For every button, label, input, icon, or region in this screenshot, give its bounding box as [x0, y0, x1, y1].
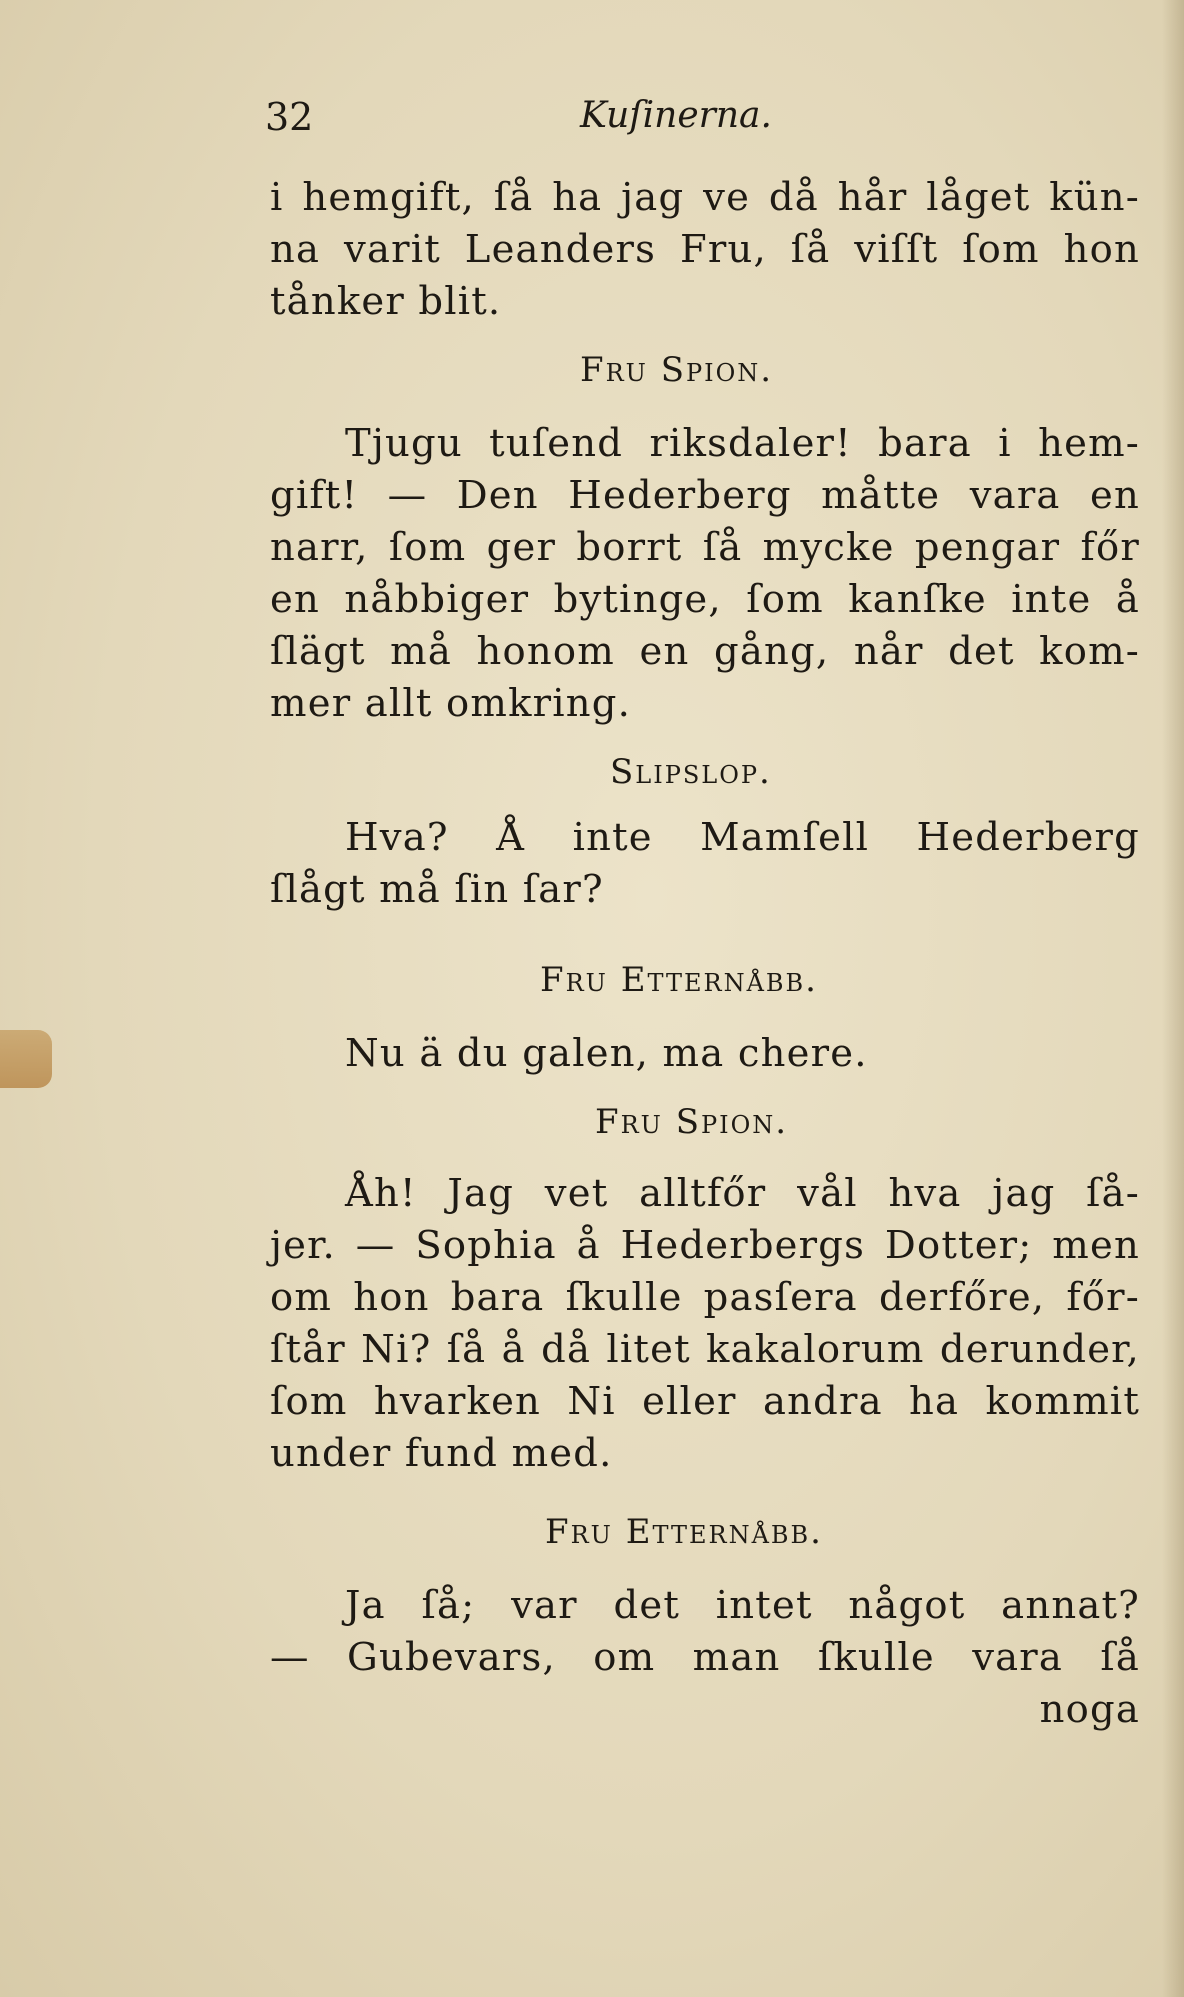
catchword: noga [1039, 1687, 1140, 1732]
speaker-name: Slipslop. [610, 752, 772, 792]
text-line: under fund med. [270, 1431, 613, 1476]
dialogue-block-6 [270, 1580, 1140, 1736]
dialogue-block-3 [270, 812, 1140, 916]
text-line: Åh! Jag vet alltfőr vål hva jag ſå- [345, 1171, 1140, 1216]
text-line: Tjugu tuſend riksdaler! bara i hem- [345, 421, 1140, 466]
dialogue-block-2 [270, 418, 1140, 730]
text-line: ſom hvarken Ni eller andra ha kommit [270, 1379, 1140, 1424]
text-line: ſlågt må ſin ſar? [270, 867, 604, 912]
speaker-name: Fru Spion. [580, 350, 774, 390]
text-line: Nu ä du galen, ma chere. [345, 1031, 868, 1076]
text-line: Ja ſå; var det intet något annat? [345, 1583, 1140, 1628]
text-line: ſtår Ni? ſå å då litet kakalorum derunder, [270, 1327, 1140, 1372]
page-header [265, 95, 1125, 145]
page-number: 32 [265, 95, 314, 139]
speaker-name: Fru Etternåbb. [545, 1512, 823, 1552]
text-line: — Gubevars, om man ſkulle vara ſå [270, 1635, 1140, 1680]
text-line: na varit Leanders Fru, ſå viſſt ſom hon [270, 227, 1140, 272]
text-line: jer. — Sophia å Hederbergs Dotter; men [270, 1223, 1140, 1268]
bookmark-tab [0, 1030, 52, 1088]
text-line: gift! — Den Hederberg måtte vara en [270, 473, 1140, 518]
dialogue-block-1 [270, 172, 1140, 328]
text-line: om hon bara ſkulle pasſera derfőre, főr- [270, 1275, 1140, 1320]
text-line: mer allt omkring. [270, 681, 632, 726]
dialogue-block-5 [270, 1168, 1140, 1480]
speaker-name: Fru Spion. [595, 1102, 789, 1142]
text-line: i hemgift, ſå ha jag ve då hår låget kün- [270, 175, 1140, 220]
text-line: en nåbbiger bytinge, ſom kanſke inte å [270, 577, 1140, 622]
dialogue-block-4 [270, 1028, 1140, 1080]
text-line: tånker blit. [270, 279, 502, 324]
text-line: ſlägt må honom en gång, når det kom- [270, 629, 1140, 674]
running-head: Kuſinerna. [580, 95, 772, 136]
text-line: narr, ſom ger borrt ſå mycke pengar főr [270, 525, 1140, 570]
text-line: Hva? Å inte Mamſell Hederberg [345, 815, 1140, 860]
speaker-name: Fru Etternåbb. [540, 960, 818, 1000]
page-edge-shadow [1162, 0, 1184, 1997]
